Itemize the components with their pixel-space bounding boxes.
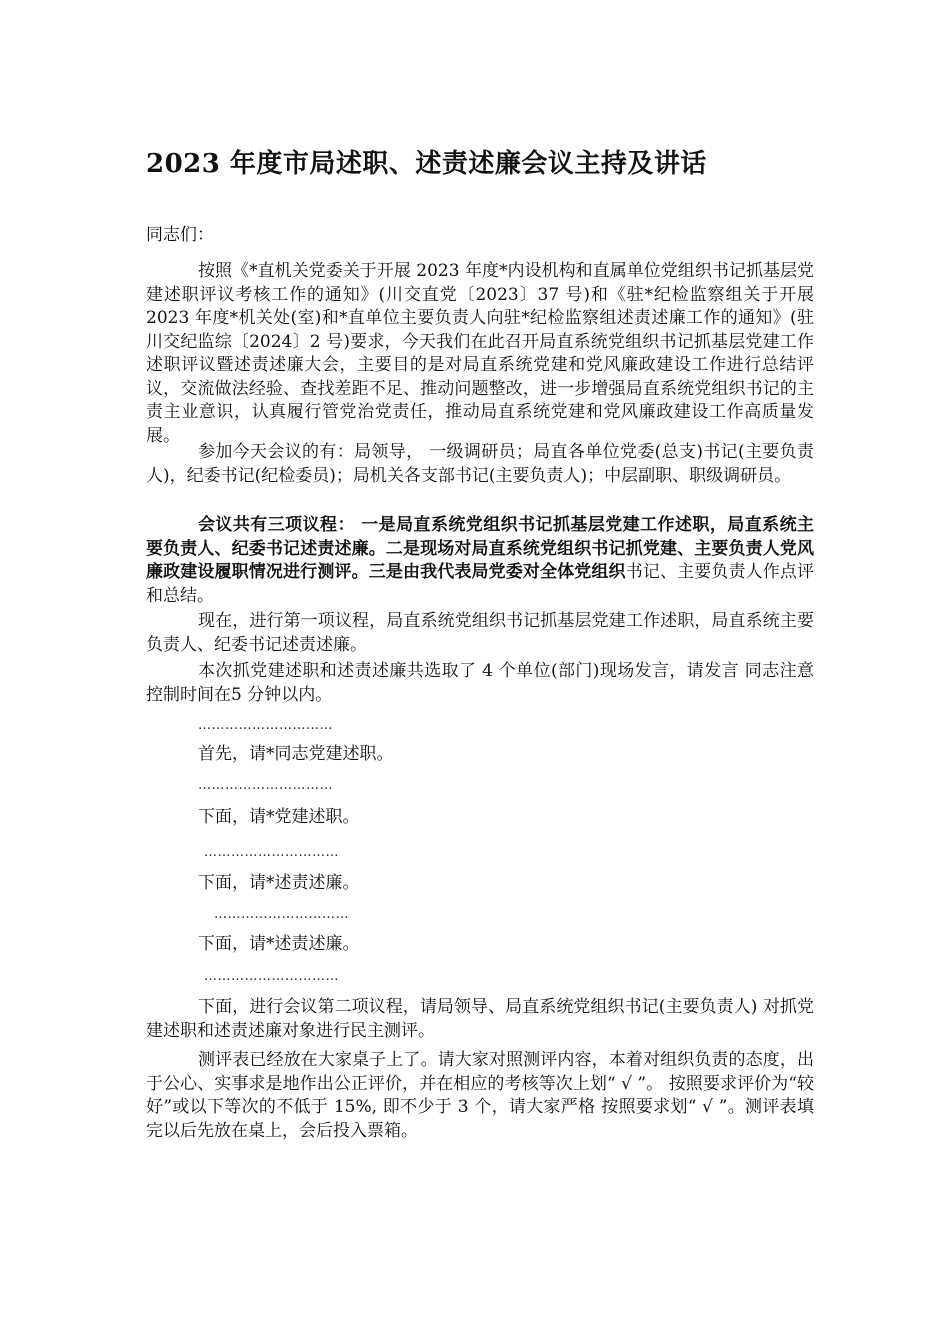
ellipsis-separator: ………………………… [198, 718, 333, 733]
paragraph-first-agenda: 现在，进行第一项议程，局直系统党组织书记抓基层党建工作述职，局直系统主要负责人、纪委书记述责述廉。 [146, 611, 814, 655]
agenda-normal-text: 书记、主要负责人作点评和总结。 [146, 562, 815, 606]
speech-line: 下面，请*述责述廉。 [198, 934, 360, 954]
agenda-bold-text: 会议共有三项议程： 一是局直系统党组织书记抓基层党建工作述职，局直系统主要负责人、纪委书记述责述廉。二是现场对局直系统党组织书记抓党建、主要负责人党风廉政建设履职情况进行测评。三是由我代表局党委对全体党组织 [146, 515, 814, 582]
paragraph-attendees: 参加今天会议的有：局领导， 一级调研员；局直各单位党委(总支)书记(主要负责人)，纪委书记(纪检委员)；局机关各支部书记(主要负责人)；中层副职、职级调研员。 [146, 442, 814, 486]
speech-line: 下面，请*党建述职。 [198, 807, 360, 827]
ellipsis-separator: ………………………… [204, 969, 339, 984]
speech-line: 首先，请*同志党建述职。 [198, 744, 394, 764]
paragraph-evaluation: 测评表已经放在大家桌子上了。请大家对照测评内容，本着对组织负责的态度，出于公心、实事求是地作出公正评价，并在相应的考核等次上划“ √ ”。 按照要求评价为“较好”或以下等次的不低于 15%, 即不少于 3 个，请大家严格 按照要求划“ √ ”。测评表填完以后先放在桌上，会后投入票箱。 [146, 1050, 814, 1141]
paragraph-speakers: 本次抓党建述职和述责述廉共选取了 4 个单位(部门)现场发言，请发言 同志注意控制时间在5 分钟以内。 [146, 661, 814, 705]
ellipsis-separator: ………………………… [214, 907, 349, 922]
document-title: 2023 年度市局述职、述责述廉会议主持及讲话 [146, 149, 707, 179]
ellipsis-separator: ………………………… [204, 845, 339, 860]
paragraph-second-agenda: 下面，进行会议第二项议程，请局领导、局直系统党组织书记(主要负责人) 对抓党建述职和述责述廉对象进行民主测评。 [146, 997, 814, 1041]
paragraph-notice-basis: 按照《*直机关党委关于开展 2023 年度*内设机构和直属单位党组织书记抓基层党建述职评议考核工作的通知》(川交直党〔2023〕37 号)和《驻*纪检监察组关于开展2023 年度*机关处(室)和*直单位主要负责人向驻*纪检监察组述责述廉工作的通知》(驻川交纪监综〔2024〕2 号)要求，今天我们在此召开局直系统党组织书记抓基层党建工作述职评议暨述责述廉大会，主要目的是对局直系统党建和党风廉政建设工作进行总结评议，交流做法经验、查找差距不足、推动问题整改，进一步增强局直系统党组织书记的主责主业意识，认真履行管党治党责任，推动局直系统党建和党风廉政建设工作高质量发展。 [146, 261, 814, 446]
salutation: 同志们： [146, 225, 214, 245]
speech-line: 下面，请*述责述廉。 [198, 873, 360, 893]
ellipsis-separator: ………………………… [198, 778, 333, 793]
paragraph-agenda [146, 514, 814, 608]
